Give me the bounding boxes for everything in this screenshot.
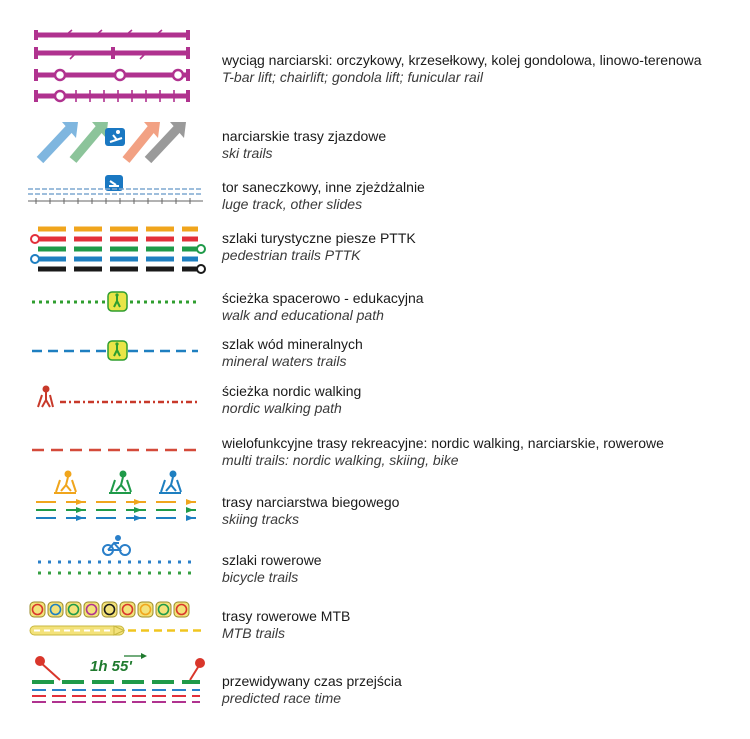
- label-pl: tor saneczkowy, inne zjeżdżalnie: [222, 179, 425, 195]
- skier-icon: [54, 472, 76, 494]
- skier-icon: [159, 472, 181, 494]
- pttk-symbol: [28, 225, 208, 289]
- skier-icon: [109, 472, 131, 494]
- pin-icon: [190, 658, 205, 680]
- label-en: walk and educational path: [222, 307, 384, 323]
- label-en: pedestrian trails PTTK: [222, 247, 361, 263]
- label-en: bicycle trails: [222, 569, 299, 585]
- label-pl: szlak wód mineralnych: [222, 336, 363, 352]
- label-pl: szlaki rowerowe: [222, 552, 322, 568]
- label-en: ski trails: [222, 145, 273, 161]
- label-pl: szlaki turystyczne piesze PTTK: [222, 230, 416, 246]
- bike-symbol: [28, 536, 208, 600]
- label-pl: przewidywany czas przejścia: [222, 673, 402, 689]
- label-pl: wielofunkcyjne trasy rekreacyjne: nordic walking, narciarskie, rowerowe: [222, 435, 664, 451]
- time-label: 1h 55': [90, 658, 132, 675]
- label-pl: ścieżka nordic walking: [222, 383, 362, 399]
- bicycle-icon: [103, 536, 130, 555]
- label-en: MTB trails: [222, 625, 285, 641]
- lift-symbol: [28, 30, 208, 94]
- label-pl: trasy narciarstwa biegowego: [222, 494, 400, 510]
- label-pl: ścieżka spacerowo - edukacyjna: [222, 290, 424, 306]
- ski-trails-symbol: [28, 118, 208, 182]
- pin-icon: [35, 656, 60, 680]
- xc-ski-symbol: [28, 468, 208, 532]
- label-en: T-bar lift; chairlift; gondola lift; funicular rail: [222, 69, 483, 85]
- time-symbol: [28, 652, 208, 716]
- nordic-walker-icon: [38, 387, 53, 408]
- label-en: skiing tracks: [222, 511, 300, 527]
- label-en: multi trails: nordic walking, skiing, bike: [222, 452, 459, 468]
- label-en: luge track, other slides: [222, 196, 363, 212]
- label-en: nordic walking path: [222, 400, 342, 416]
- nordic-symbol: [28, 385, 208, 449]
- label-pl: narciarskie trasy zjazdowe: [222, 128, 387, 144]
- label-en: mineral waters trails: [222, 353, 347, 369]
- label-pl: wyciąg narciarski: orczykowy, krzesełkowy, kolej gondolowa, linowo-terenowa: [222, 52, 702, 68]
- label-pl: trasy rowerowe MTB: [222, 608, 351, 624]
- label-en: predicted race time: [222, 690, 342, 706]
